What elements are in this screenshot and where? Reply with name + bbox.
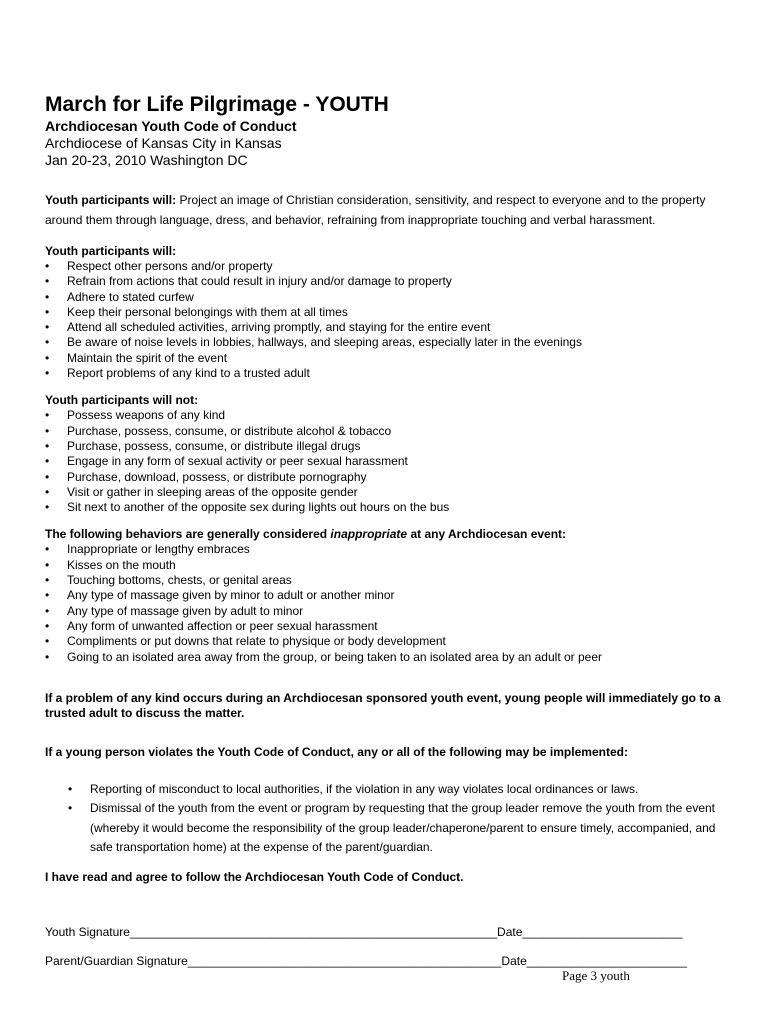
list-item: • Maintain the spirit of the event [45, 351, 725, 366]
intro-lead: Youth participants will: [45, 193, 177, 207]
list-item: • Engage in any form of sexual activity or peer sexual harassment [45, 454, 725, 469]
list-item: • Visit or gather in sleeping areas of the opposite gender [45, 485, 725, 500]
inappropriate-heading-start: The following behaviors are generally considered [45, 527, 331, 542]
document-page [45, 92, 725, 885]
list-item: • Dismissal of the youth from the event or program by requesting that the group leader remove the youth from the event (whereby it would become the responsibility of the group leader/chaperone/parent to ensure timely, accompanied, and safe transportation home) at the expense of the parent/guardian. [45, 799, 725, 858]
list-item: • Compliments or put downs that relate to physique or body development [45, 634, 725, 649]
list-item: • Respect other persons and/or property [45, 259, 725, 274]
list-item: • Purchase, download, possess, or distribute pornography [45, 470, 725, 485]
list-item: • Inappropriate or lengthy embraces [45, 542, 725, 557]
list-item: • Sit next to another of the opposite sex during lights out hours on the bus [45, 500, 725, 515]
list-item: • Any type of massage given by minor to adult or another minor [45, 588, 725, 603]
will-not-list [45, 408, 725, 515]
agreement-statement: I have read and agree to follow the Archdiocesan Youth Code of Conduct. [45, 869, 464, 884]
page-footer: Page 3 youth [562, 968, 630, 983]
inappropriate-heading-emphasis: inappropriate [330, 527, 408, 542]
list-item: • Touching bottoms, chests, or genital areas [45, 573, 725, 588]
inappropriate-list [45, 542, 725, 664]
list-item: • Any type of massage given by adult to minor [45, 604, 725, 619]
document-title: March for Life Pilgrimage - YOUTH [45, 93, 389, 116]
will-heading: Youth participants will: [45, 244, 177, 258]
list-item: • Keep their personal belongings with them at all times [45, 305, 725, 320]
list-item: • Be aware of noise levels in lobbies, hallways, and sleeping areas, especially later in the evenings [45, 335, 725, 350]
inappropriate-heading-end: at any Archdiocesan event: [407, 527, 567, 542]
inappropriate-heading [45, 527, 725, 542]
list-item: • Reporting of misconduct to local authorities, if the violation in any way violates local ordinances or laws. [45, 780, 725, 800]
will-not-heading: Youth participants will not: [45, 393, 199, 408]
document-subtitle: Archdiocesan Youth Code of Conduct [45, 118, 297, 134]
will-section [45, 244, 725, 381]
intro-paragraph [45, 190, 725, 230]
organization-name: Archdiocese of Kansas City in Kansas [45, 135, 282, 151]
list-item: • Adhere to stated curfew [45, 290, 725, 305]
list-item: • Purchase, possess, consume, or distribute illegal drugs [45, 439, 725, 454]
event-dates: Jan 20-23, 2010 Washington DC [45, 152, 248, 168]
list-item: • Possess weapons of any kind [45, 408, 725, 423]
list-item: • Attend all scheduled activities, arriving promptly, and staying for the entire event [45, 320, 725, 335]
problem-paragraph: If a problem of any kind occurs during an Archdiocesan sponsored youth event, young people will immediately go to a trusted adult to discuss the matter. [45, 690, 721, 720]
list-item: • Any form of unwanted affection or peer sexual harassment [45, 619, 725, 634]
list-item: • Refrain from actions that could result in injury and/or damage to property [45, 274, 725, 289]
consequences-list [45, 780, 725, 858]
list-item: • Kisses on the mouth [45, 558, 725, 573]
list-item: • Going to an isolated area away from the group, or being taken to an isolated area by an adult or peer [45, 650, 725, 665]
will-list [45, 259, 725, 381]
parent-signature-line[interactable]: Parent/Guardian Signature_______________________________________________Date________________________ [45, 954, 687, 968]
intro-text: Project an image of Christian consideration, sensitivity, and respect to everyone and to the property around them through language, dress, and behavior, refraining from inappropriate touching and verbal harassment. [45, 193, 706, 227]
will-not-section [45, 393, 725, 515]
list-item: • Report problems of any kind to a trusted adult [45, 366, 725, 381]
inappropriate-section [45, 527, 725, 664]
violation-heading: If a young person violates the Youth Code of Conduct, any or all of the following may be implemented: [45, 744, 628, 759]
list-item: • Purchase, possess, consume, or distribute alcohol & tobacco [45, 424, 725, 439]
youth-signature-line[interactable]: Youth Signature_______________________________________________________Date________________________ [45, 925, 683, 939]
